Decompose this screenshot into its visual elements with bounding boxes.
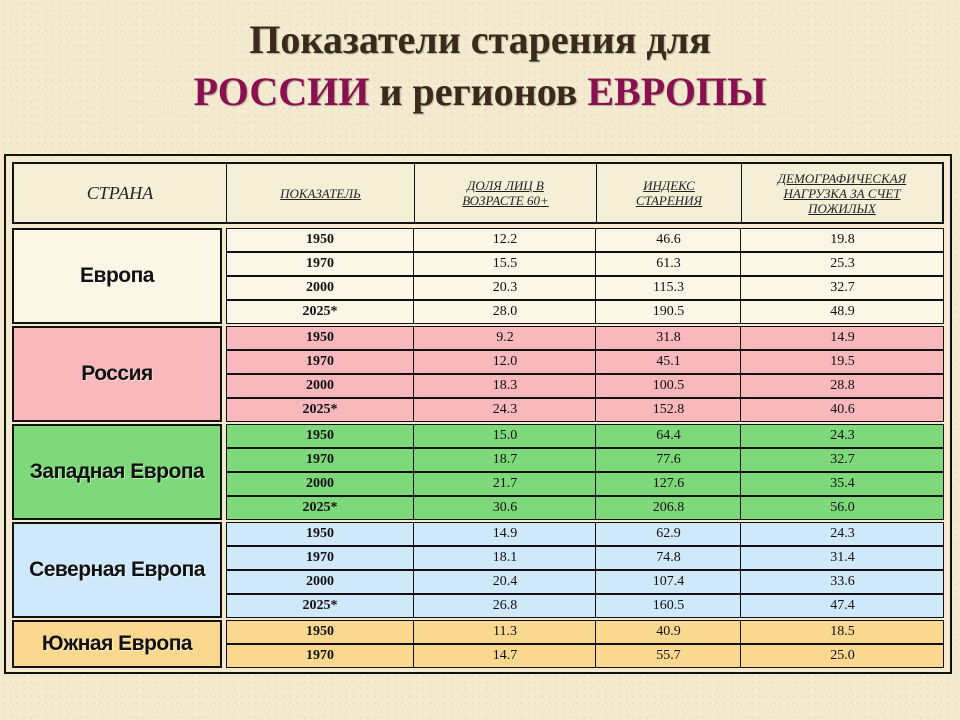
title-regions: и регионов (369, 69, 588, 114)
year-cell: 2000 (306, 476, 334, 491)
aging-index-cell: 74.8 (595, 547, 741, 569)
aging-index-cell: 40.9 (595, 621, 741, 643)
aging-index-cell: 160.5 (595, 595, 741, 617)
dependency-cell: 24.3 (740, 425, 944, 447)
year-cell: 2000 (306, 574, 334, 589)
country-name: Южная Европа (12, 620, 222, 668)
share60-cell: 15.0 (413, 425, 596, 447)
year-cell: 2025* (302, 304, 338, 319)
dependency-cell: 24.3 (740, 523, 944, 545)
aging-index-cell: 62.9 (595, 523, 741, 545)
country-name: Западная Европа (12, 424, 222, 520)
year-cell: 1950 (306, 428, 334, 443)
dependency-cell: 19.5 (740, 351, 944, 373)
year-cell: 1950 (306, 624, 334, 639)
share60-cell: 15.5 (413, 253, 596, 275)
year-cell: 1950 (306, 526, 334, 541)
region-group (12, 326, 944, 422)
year-cell: 2025* (302, 500, 338, 515)
aging-index-cell: 115.3 (595, 277, 741, 299)
aging-index-cell: 107.4 (595, 571, 741, 593)
dependency-cell: 31.4 (740, 547, 944, 569)
header-aging-index: ИНДЕКС СТАРЕНИЯ (596, 164, 741, 222)
aging-index-cell: 190.5 (595, 301, 741, 323)
aging-index-cell: 55.7 (595, 645, 741, 667)
dependency-cell: 56.0 (740, 497, 944, 519)
header-indicator: ПОКАЗАТЕЛЬ (226, 164, 414, 222)
region-group (12, 620, 944, 668)
share60-cell: 28.0 (413, 301, 596, 323)
table-row (226, 522, 944, 546)
region-group (12, 522, 944, 618)
aging-index-cell: 127.6 (595, 473, 741, 495)
region-group (12, 228, 944, 324)
country-name: Северная Европа (12, 522, 222, 618)
share60-cell: 11.3 (413, 621, 596, 643)
aging-index-cell: 46.6 (595, 229, 741, 251)
year-cell: 1950 (306, 232, 334, 247)
dependency-cell: 32.7 (740, 277, 944, 299)
aging-table (4, 154, 952, 674)
share60-cell: 18.7 (413, 449, 596, 471)
year-cell: 1950 (306, 330, 334, 345)
table-row (226, 620, 944, 644)
year-cell: 1970 (306, 256, 334, 271)
table-row (226, 448, 944, 472)
share60-cell: 18.1 (413, 547, 596, 569)
title-russia: РОССИИ (193, 69, 370, 114)
year-cell: 1970 (306, 452, 334, 467)
dependency-cell: 25.3 (740, 253, 944, 275)
dependency-cell: 35.4 (740, 473, 944, 495)
table-row (226, 228, 944, 252)
table-header (12, 162, 944, 224)
table-row (226, 570, 944, 594)
share60-cell: 21.7 (413, 473, 596, 495)
table-row (226, 496, 944, 520)
table-row (226, 472, 944, 496)
table-row (226, 350, 944, 374)
table-row (226, 374, 944, 398)
aging-index-cell: 100.5 (595, 375, 741, 397)
share60-cell: 30.6 (413, 497, 596, 519)
country-name: Европа (12, 228, 222, 324)
share60-cell: 24.3 (413, 399, 596, 421)
header-country: СТРАНА (86, 182, 154, 203)
header-share60: ДОЛЯ ЛИЦ В ВОЗРАСТЕ 60+ (414, 164, 596, 222)
year-cell: 1970 (306, 648, 334, 663)
aging-index-cell: 152.8 (595, 399, 741, 421)
table-row (226, 276, 944, 300)
share60-cell: 14.9 (413, 523, 596, 545)
dependency-cell: 14.9 (740, 327, 944, 349)
slide-title (0, 14, 960, 118)
share60-cell: 20.4 (413, 571, 596, 593)
year-cell: 2025* (302, 402, 338, 417)
table-row (226, 326, 944, 350)
share60-cell: 12.0 (413, 351, 596, 373)
dependency-cell: 33.6 (740, 571, 944, 593)
dependency-cell: 40.6 (740, 399, 944, 421)
table-row (226, 546, 944, 570)
aging-index-cell: 77.6 (595, 449, 741, 471)
aging-index-cell: 45.1 (595, 351, 741, 373)
dependency-cell: 28.8 (740, 375, 944, 397)
dependency-cell: 25.0 (740, 645, 944, 667)
year-cell: 2000 (306, 378, 334, 393)
aging-index-cell: 64.4 (595, 425, 741, 447)
share60-cell: 18.3 (413, 375, 596, 397)
dependency-cell: 19.8 (740, 229, 944, 251)
share60-cell: 12.2 (413, 229, 596, 251)
share60-cell: 9.2 (413, 327, 596, 349)
year-cell: 1970 (306, 354, 334, 369)
dependency-cell: 47.4 (740, 595, 944, 617)
title-line-1: Показатели старения для (249, 17, 711, 62)
title-europe: ЕВРОПЫ (587, 69, 767, 114)
title-line-2 (0, 66, 960, 118)
year-cell: 2000 (306, 280, 334, 295)
country-name: Россия (12, 326, 222, 422)
dependency-cell: 48.9 (740, 301, 944, 323)
share60-cell: 26.8 (413, 595, 596, 617)
share60-cell: 20.3 (413, 277, 596, 299)
table-row (226, 424, 944, 448)
region-group (12, 424, 944, 520)
table-row (226, 252, 944, 276)
aging-index-cell: 61.3 (595, 253, 741, 275)
table-row (226, 644, 944, 668)
aging-index-cell: 31.8 (595, 327, 741, 349)
share60-cell: 14.7 (413, 645, 596, 667)
dependency-cell: 32.7 (740, 449, 944, 471)
table-row (226, 398, 944, 422)
year-cell: 1970 (306, 550, 334, 565)
table-row (226, 594, 944, 618)
header-dependency: ДЕМОГРАФИЧЕСКАЯ НАГРУЗКА ЗА СЧЕТ ПОЖИЛЫХ (741, 164, 942, 222)
dependency-cell: 18.5 (740, 621, 944, 643)
aging-index-cell: 206.8 (595, 497, 741, 519)
table-row (226, 300, 944, 324)
year-cell: 2025* (302, 598, 338, 613)
